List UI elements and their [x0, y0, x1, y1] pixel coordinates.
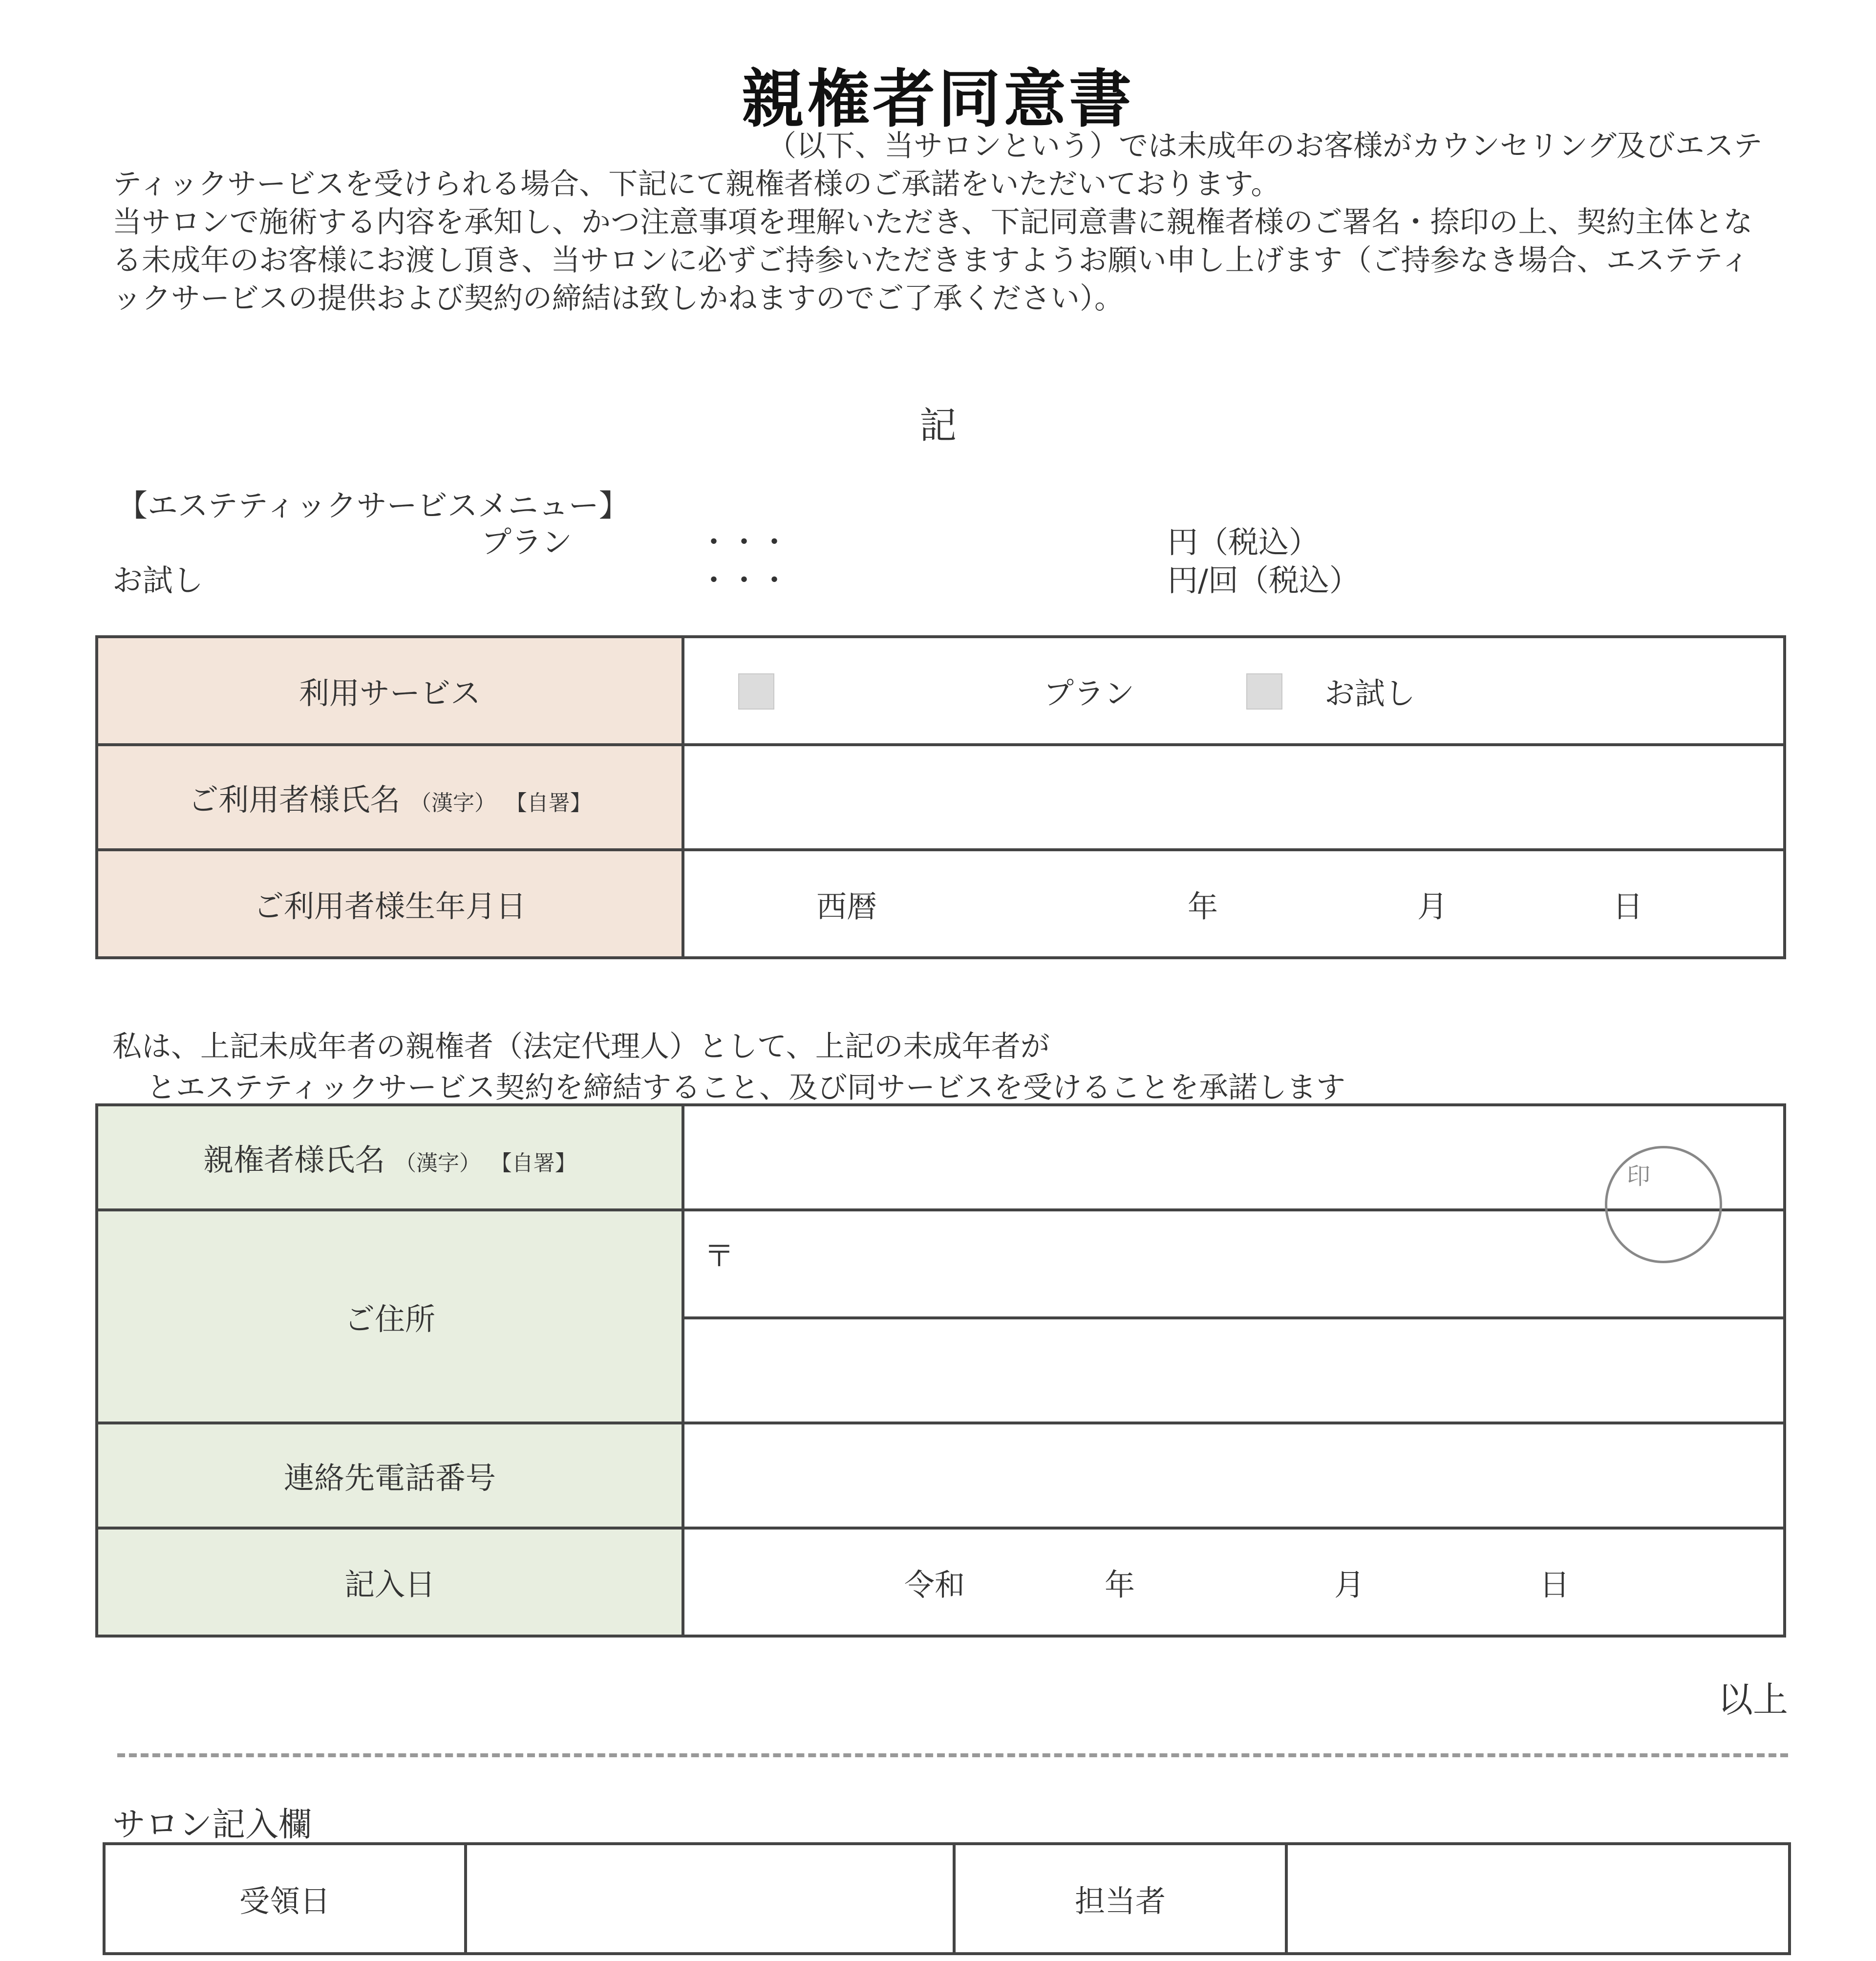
- user-name-row: [97, 745, 1785, 850]
- menu-trial-price: 円/回（税込）: [1168, 562, 1360, 598]
- user-name-label: [97, 745, 683, 850]
- entry-date-era: 令和: [904, 1567, 965, 1602]
- usage-label: 利用サービス: [97, 637, 683, 745]
- staff-field[interactable]: [1286, 1844, 1790, 1954]
- entry-date-year-unit: 年: [1105, 1567, 1135, 1602]
- salon-section-label: サロン記入欄: [112, 1806, 312, 1844]
- entry-date-label: 記入日: [97, 1528, 683, 1636]
- menu-trial-name: お試し: [112, 562, 204, 598]
- service-table: [95, 635, 1786, 959]
- intro-paragraph-1: （以下、当サロンという）では未成年のお客様がカウンセリング及びエステティックサービスを受けられる場合、下記にて親権者様のご承諾をいただいております。: [112, 129, 1763, 201]
- menu-trial-dots: ・・・: [699, 562, 790, 598]
- address-row-1: [97, 1210, 1785, 1318]
- guardian-name-note-kanji: （漢字）: [395, 1151, 481, 1176]
- address-line-field[interactable]: [683, 1318, 1785, 1423]
- guardian-name-row: [97, 1105, 1785, 1210]
- birthdate-row: [97, 850, 1785, 958]
- user-name-note-kanji: （漢字）: [410, 791, 496, 816]
- guardian-name-note-sign: 【自署】: [490, 1151, 576, 1176]
- document-title: 親権者同意書: [741, 63, 1134, 136]
- plan-checkbox[interactable]: [738, 673, 774, 710]
- salon-table: [103, 1842, 1791, 1955]
- salon-row: [104, 1844, 1790, 1954]
- address-label: ご住所: [97, 1210, 683, 1423]
- birthdate-year-unit: 年: [1188, 888, 1218, 924]
- ijo-closing: 以上: [1717, 1679, 1788, 1720]
- trial-option-label: お試し: [1324, 675, 1416, 711]
- user-name-note-sign: 【自署】: [505, 791, 592, 816]
- guardian-table: [95, 1103, 1786, 1638]
- plan-option-label: プラン: [1044, 675, 1135, 711]
- postal-mark: 〒: [704, 1238, 735, 1274]
- intro-paragraph-2: 当サロンで施術する内容を承知し、かつ注意事項を理解いただき、下記同意書に親権者様のご署名・捺印の上、契約主体となる未成年のお客様にお渡し頂き、当サロンに必ずご持参いただきますようお願い申し上げます（ご持参なき場合、エステティックサービスの提供および契約の締結は致しかねますのでご了承ください）。: [112, 205, 1753, 316]
- birthdate-field[interactable]: [683, 850, 1785, 958]
- entry-date-field[interactable]: [683, 1528, 1785, 1636]
- user-name-field[interactable]: [683, 745, 1785, 850]
- user-name-label-text: ご利用者様氏名: [188, 782, 401, 818]
- consent-line-2: とエステティックサービス契約を締結すること、及び同サービスを受けることを承諾します: [147, 1071, 1345, 1105]
- consent-line-1: 私は、上記未成年者の親権者（法定代理人）として、上記の未成年者が: [112, 1030, 1050, 1064]
- phone-row: [97, 1423, 1785, 1528]
- birthdate-day-unit: 日: [1613, 888, 1643, 924]
- ki-heading: 記: [919, 404, 957, 447]
- intro-text: [112, 127, 1764, 318]
- birthdate-month-unit: 月: [1417, 888, 1448, 924]
- menu-header: 【エステティックサービスメニュー】: [117, 488, 629, 523]
- entry-date-day-unit: 日: [1539, 1567, 1570, 1602]
- entry-date-month-unit: 月: [1334, 1567, 1365, 1602]
- usage-row: [97, 637, 1785, 745]
- seal-circle: [1605, 1146, 1722, 1263]
- seal-mark: 印: [1627, 1163, 1651, 1190]
- entry-date-row: [97, 1528, 1785, 1636]
- phone-field[interactable]: [683, 1423, 1785, 1528]
- staff-label: 担当者: [954, 1844, 1286, 1954]
- menu-plan-dots: ・・・: [699, 524, 790, 560]
- menu-plan-price: 円（税込）: [1168, 524, 1320, 560]
- phone-label: 連絡先電話番号: [97, 1423, 683, 1528]
- birthdate-era: 西暦: [816, 888, 877, 924]
- usage-options-cell: [683, 637, 1785, 745]
- received-date-label: 受領日: [104, 1844, 466, 1954]
- guardian-name-label: [97, 1105, 683, 1210]
- trial-checkbox[interactable]: [1246, 673, 1282, 710]
- cut-line-divider: [117, 1753, 1788, 1757]
- birthdate-label: ご利用者様生年月日: [97, 850, 683, 958]
- received-date-field[interactable]: [466, 1844, 954, 1954]
- menu-plan-name: プラン: [481, 524, 573, 560]
- guardian-name-label-text: 親権者様氏名: [203, 1142, 385, 1178]
